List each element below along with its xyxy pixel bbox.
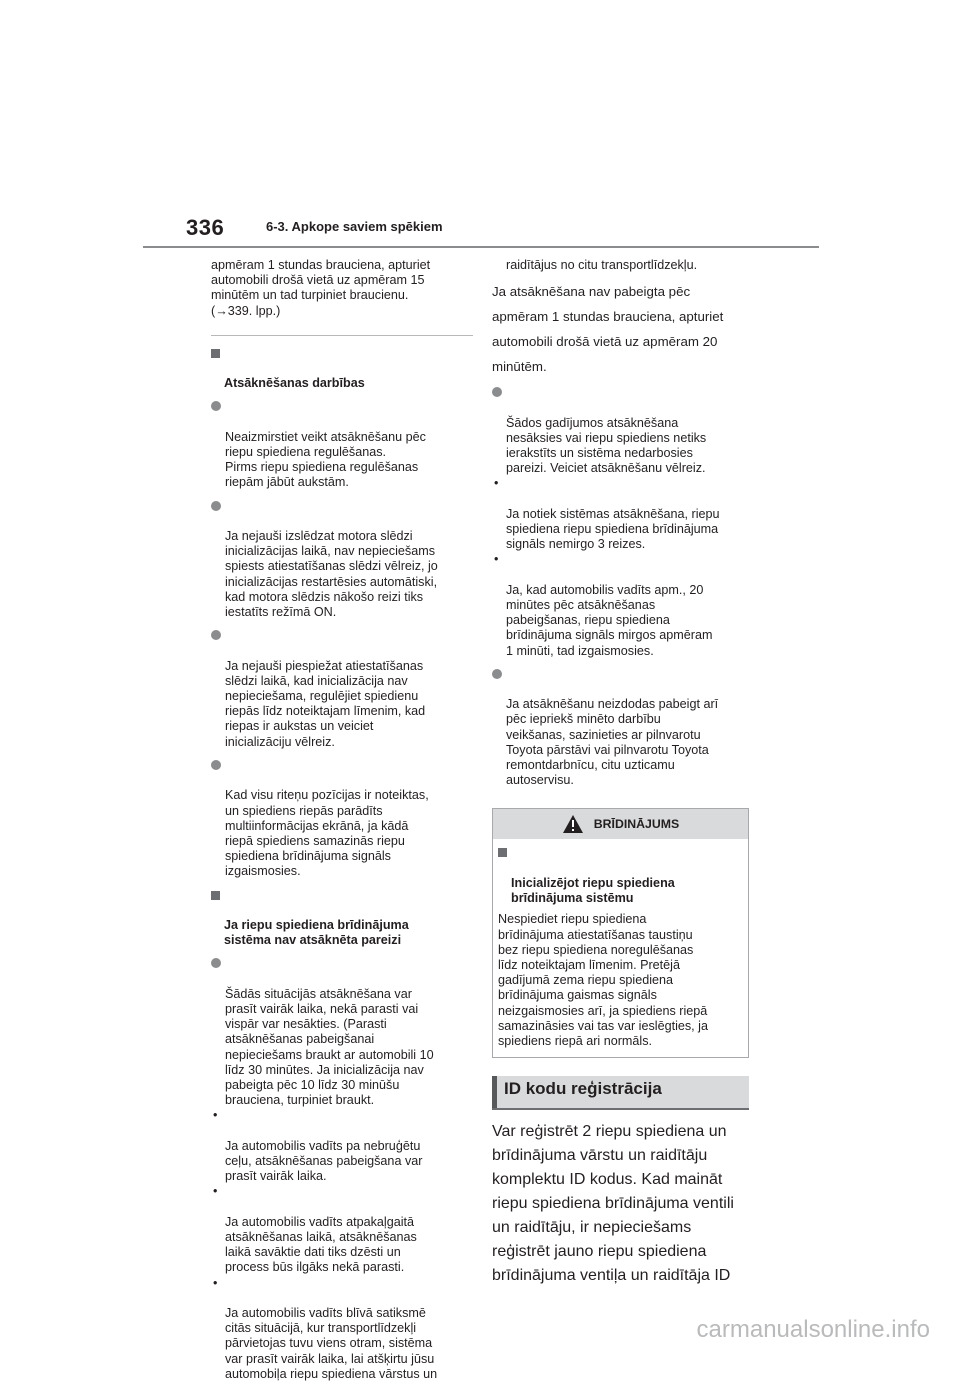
right-column: [492, 258, 754, 1288]
page-number: 336: [186, 215, 225, 240]
heading-text: Atsāknēšanas darbības: [224, 376, 365, 391]
list-item-text: Ja nejauši izslēdzat motora slēdzi inicializācijas laikā, nav nepieciešams spiests atiestatīšanas slēdzi vēlreiz, jo inicializācijas restartēsies automātiski, kad motora slēdzis nākošo reizi tiks iestatīts režīmā ON.: [225, 529, 438, 620]
section-heading-not-reset: [211, 888, 473, 949]
sub-list-item-text: Ja, kad automobilis vadīts apm., 20 minūtes pēc atsāknēšanas pabeigšanas, riepu spiediena brīdinājuma signāls mirgos apmēram 1 minūti, tad izgaismosies.: [506, 582, 713, 658]
list-item-text: Šādās situācijās atsāknēšana var prasīt vairāk laika, nekā parasti vai vispār var nesākties. (Parasti atsāknēšanas pabeigšanai nepieciešams braukt ar automobili 10 līdz 30 minūtes. Ja inicializācija nav pabeigta pēc 10 līdz 30 minūšu brauciena, turpiniet braukt.: [225, 986, 434, 1108]
id-heading-text: ID kodu reģistrācija: [504, 1079, 662, 1099]
list-item: [492, 667, 754, 789]
warning-text: Nespiediet riepu spiediena brīdinājuma atiestatīšanas taustiņu bez riepu spiediena noregulēšanas līdz noteiktajam līmenim. Pretējā gadījumā zema riepu spiediena brīdinājuma gaismas signāls neizgaismosies arī, ja spiediens riepā samazināsies vai tas var ieslēgties, ja spiediens riepā ari normāls.: [498, 912, 708, 1048]
section-title: 6-3. Apkope saviem spēkiem: [266, 219, 443, 234]
circle-bullet-icon: [211, 958, 221, 968]
heading-text: Inicializējot riepu spiediena brīdinājuma sistēmu: [511, 875, 675, 906]
heading-accent-bar: [492, 1076, 497, 1108]
list-item: [492, 385, 754, 476]
sub-list-item: [211, 1276, 473, 1382]
list-item-text: Šādos gadījumos atsāknēšana nesāksies vai riepu spiediens netiks ierakstīts un sistēma nedarbosies pareizi. Veiciet atsāknēšanu vēlreiz.: [506, 415, 707, 476]
warning-body: [493, 839, 748, 1057]
warning-title: BRĪDINĀJUMS: [593, 816, 680, 831]
sub-list-item: [211, 1184, 473, 1275]
divider: [211, 335, 473, 336]
id-section-heading: [492, 1076, 749, 1110]
list-item: [211, 956, 473, 1108]
bullet-icon: •: [213, 1275, 218, 1290]
section-heading-reset: [211, 346, 473, 392]
warning-header: [493, 809, 748, 839]
circle-bullet-icon: [211, 760, 221, 770]
list-item-text: Neaizmirstiet veikt atsāknēšanu pēc riepu spiediena regulēšanas. Pirms riepu spiediena regulēšanas riepām jābūt aukstām.: [225, 429, 426, 490]
page-header: [143, 210, 819, 248]
list-item: [211, 758, 473, 880]
left-column: [211, 258, 473, 1382]
warning-box: [492, 808, 749, 1058]
circle-bullet-icon: [211, 501, 221, 511]
body-paragraph: Ja atsāknēšana nav pabeigta pēc apmēram 1 stundas brauciena, apturiet automobili drošā vietā uz apmēram 20 minūtēm.: [492, 284, 724, 375]
list-item: [211, 399, 473, 490]
sub-list-item-text: Ja automobilis vadīts blīvā satiksmē citās situācijā, kur transportlīdzekļi pārvietojas tuvu viens otram, sistēma var prasīt vairāk laika, lai atšķirtu jūsu automobiļa riepu spiediena vārstus un: [225, 1306, 438, 1381]
circle-bullet-icon: [492, 669, 502, 679]
bullet-icon: •: [213, 1108, 218, 1123]
heading-text: Ja riepu spiediena brīdinājuma sistēma nav atsāknēta pareizi: [224, 917, 409, 948]
bullet-icon: •: [213, 1184, 218, 1199]
circle-bullet-icon: [211, 630, 221, 640]
warning-heading: [498, 845, 743, 906]
sub-list-item: [492, 552, 754, 658]
sub-list-item-text: Ja automobilis vadīts atpakaļgaitā atsāknēšanas laikā, atsāknēšanas laikā savāktie dati tiks dzēsti un process būs ilgāks nekā parasti.: [225, 1214, 417, 1275]
bullet-icon: •: [494, 552, 499, 567]
sub-list-item: [211, 1108, 473, 1184]
watermark: carmanualsonline.info: [696, 1316, 930, 1343]
list-item-text: Kad visu riteņu pozīcijas ir noteiktas, un spiediens riepās parādīts multiinformācijas ekrānā, ja kādā riepā spiediens samazinās riepu spiediena brīdinājuma signāls izgaismosies.: [225, 788, 429, 879]
list-item-text: Ja nejauši piespiežat atiestatīšanas slēdzi laikā, kad inicializācija nav nepieciešama, regulējiet spiedienu riepās līdz noteiktajam līmenim, kad riepas ir aukstas un veiciet inicializāciju vēlreiz.: [225, 658, 426, 749]
square-bullet-icon: [211, 349, 220, 358]
continuation-text: raidītājus no citu transportlīdzekļu.: [506, 258, 698, 272]
sub-list-item: [492, 476, 754, 552]
circle-bullet-icon: [211, 401, 221, 411]
list-item: [211, 499, 473, 621]
intro-paragraph: apmēram 1 stundas brauciena, apturiet automobili drošā vietā uz apmēram 15 minūtēm un tad turpiniet braucienu. (→339. lpp.): [211, 258, 431, 318]
sub-list-item-text: Ja automobilis vadīts pa nebruģētu ceļu, atsāknēšanas pabeigšana var prasīt vairāk laika.: [225, 1138, 423, 1184]
warning-triangle-icon: [562, 814, 584, 834]
square-bullet-icon: [498, 848, 507, 857]
id-paragraph: Var reģistrēt 2 riepu spiediena un brīdinājuma vārstu un raidītāju komplektu ID kodus. Kad maināt riepu spiediena brīdinājuma ventili un raidītāju, ir nepieciešams reģistrēt jauno riepu spiediena brīdinājuma ventiļa un raidītāja ID: [492, 1123, 734, 1285]
list-item: [211, 628, 473, 750]
bullet-icon: •: [494, 476, 499, 491]
list-item-text: Ja atsāknēšanu neizdodas pabeigt arī pēc iepriekš minēto darbību veikšanas, sazinieties ar pilnvarotu Toyota pārstāvi vai pilnvarotu Toyota remontdarbnīcu, citu uzticamu autoservisu.: [506, 697, 719, 788]
sub-list-item-text: Ja notiek sistēmas atsāknēšana, riepu spiediena riepu spiediena brīdinājuma signāls nemirgo 3 reizes.: [506, 506, 720, 552]
square-bullet-icon: [211, 891, 220, 900]
circle-bullet-icon: [492, 387, 502, 397]
